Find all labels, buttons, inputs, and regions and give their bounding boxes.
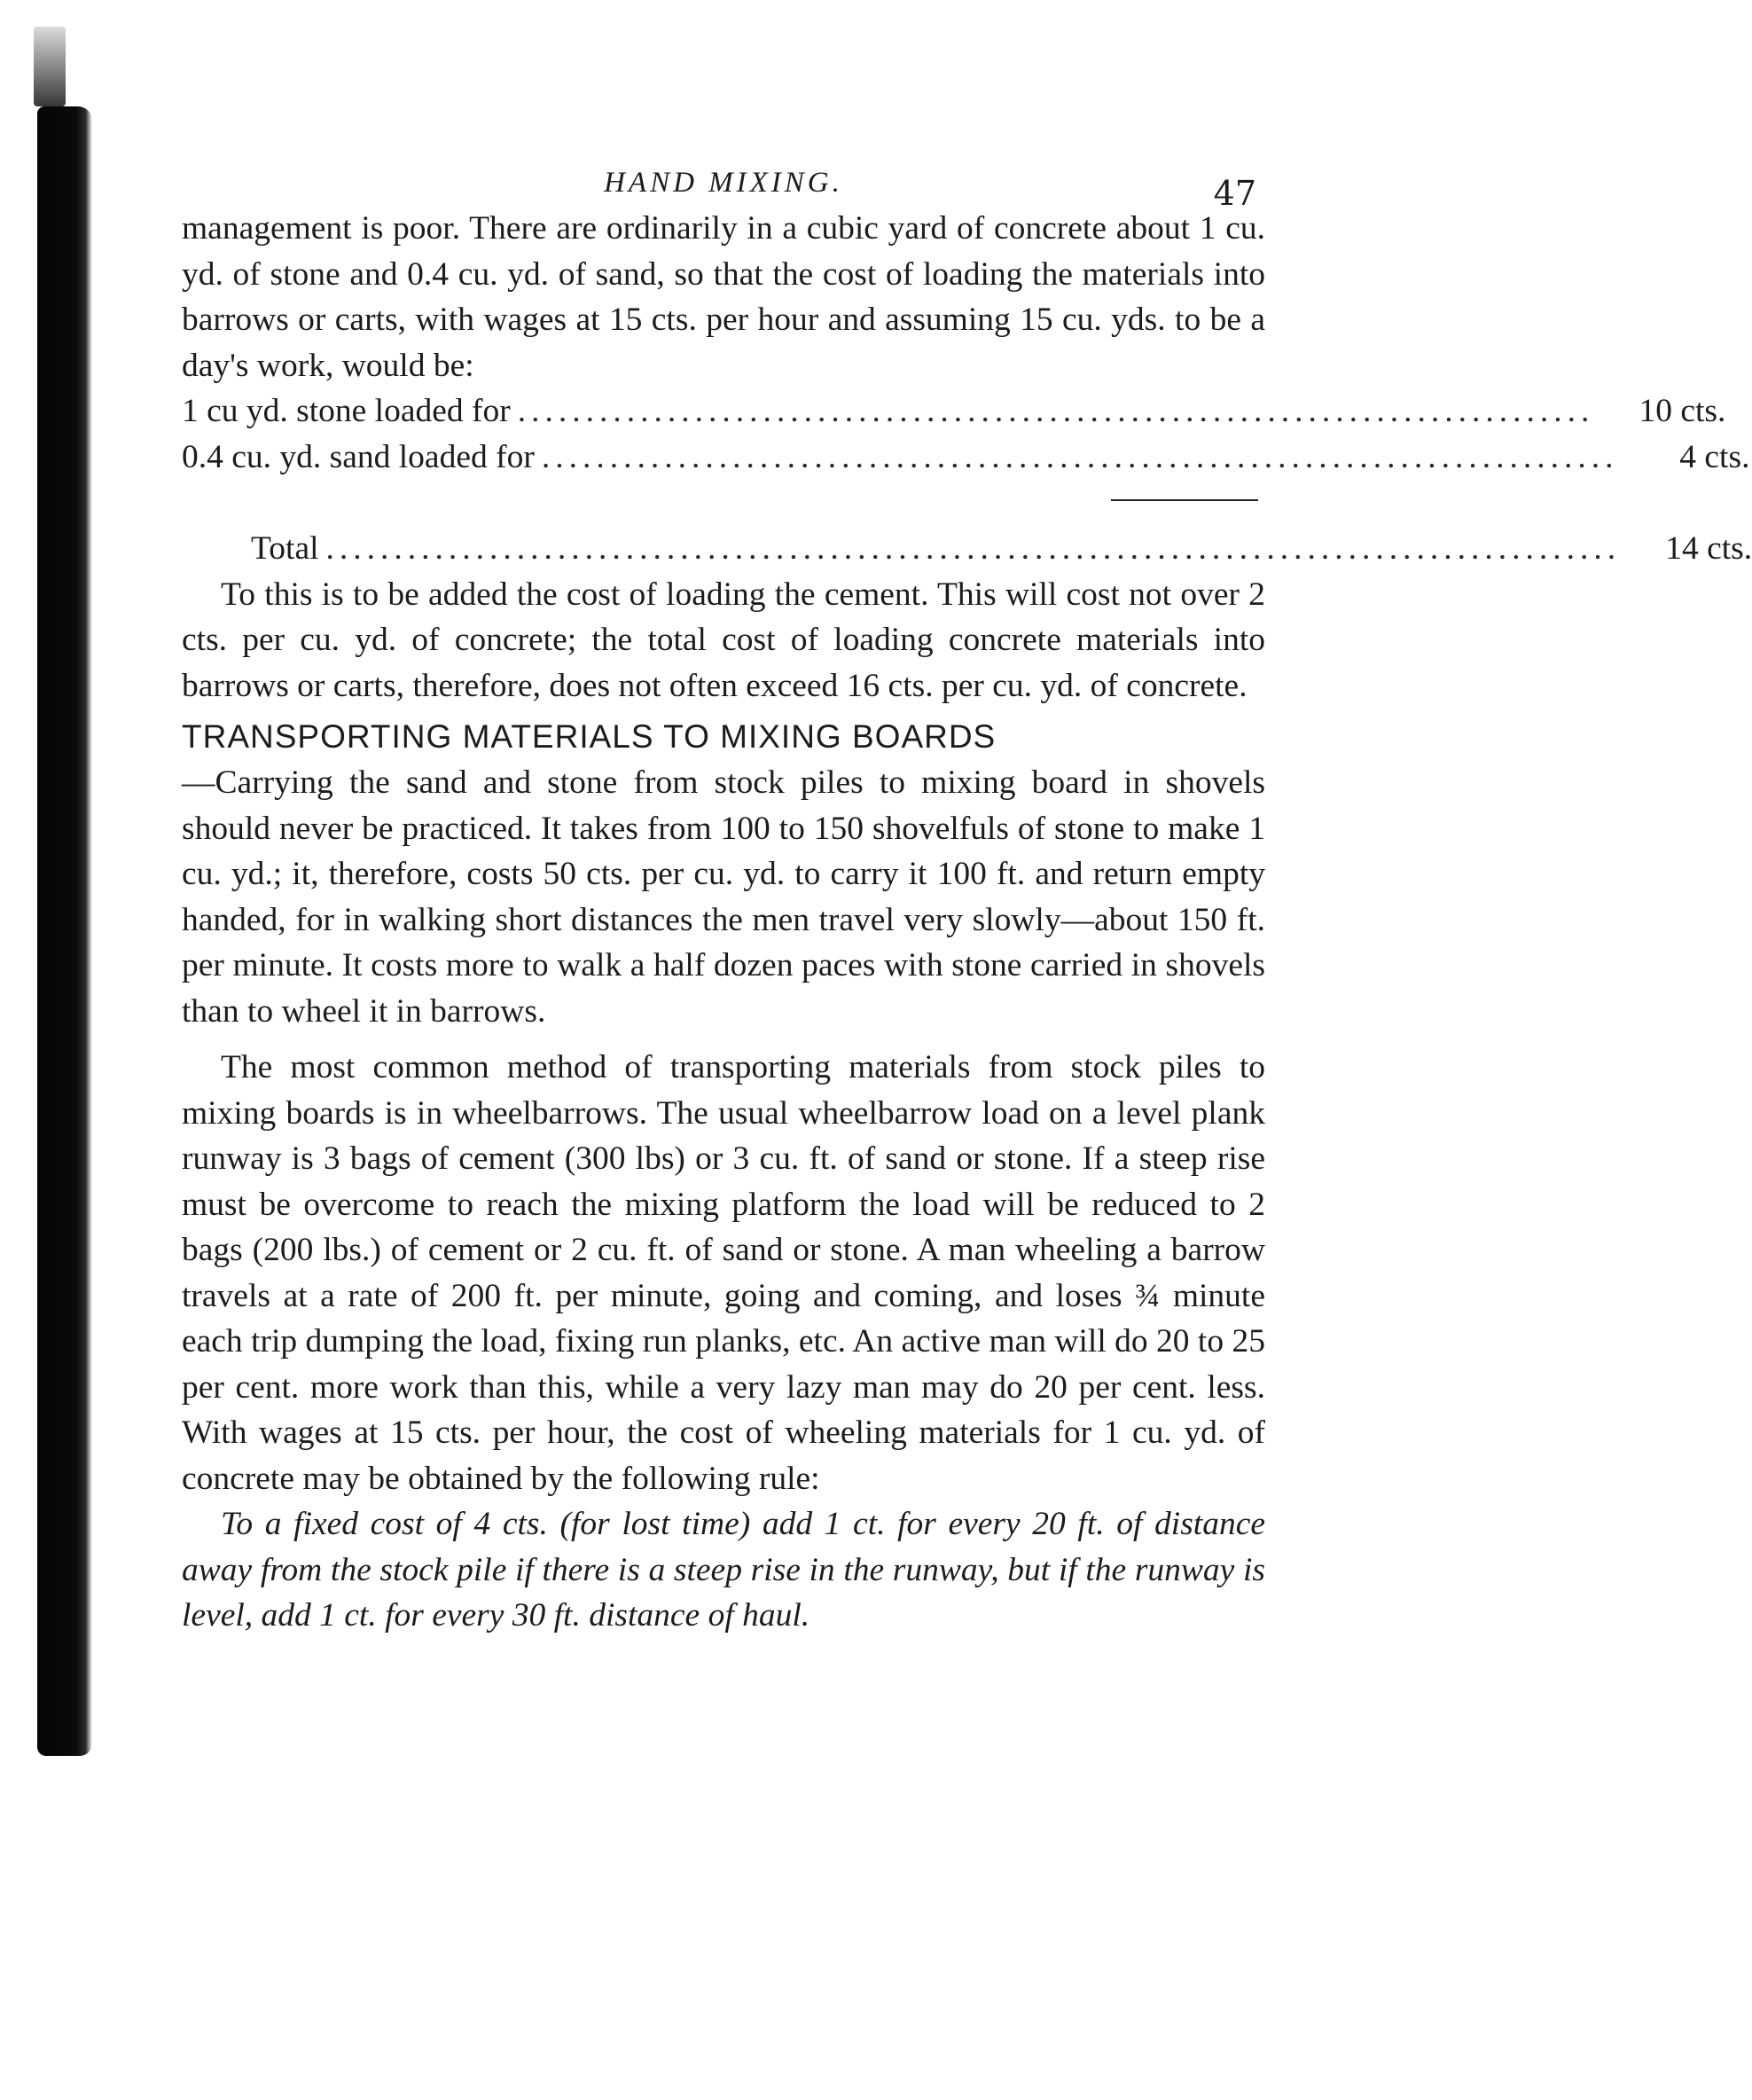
book-page xyxy=(182,142,1752,1639)
total-label: Total xyxy=(251,530,319,567)
cost-row-sand xyxy=(182,435,1750,481)
page-number: 47 xyxy=(1213,174,1256,213)
total-amount: 14 cts. xyxy=(1665,530,1752,567)
paragraph-gap xyxy=(182,1034,1265,1045)
cost-row-amount: 4 cts. xyxy=(1679,438,1750,475)
section-heading: TRANSPORTING MATERIALS TO MIXING BOARDS xyxy=(182,718,997,755)
running-head xyxy=(182,142,1265,213)
running-title: HAND MIXING. xyxy=(604,167,843,199)
cost-row-total xyxy=(182,526,1752,572)
cost-row-label: 0.4 cu. yd. sand loaded for xyxy=(182,438,535,475)
scan-shadow-top xyxy=(34,27,66,106)
rule-paragraph: To a fixed cost of 4 cts. (for lost time) add 1 ct. for every 20 ft. of distance away from the stock pile if there is a steep rise in the runway, but if the runway is level, add 1 ct. for every 30 ft. distance of haul. xyxy=(182,1506,1265,1634)
cost-row-stone xyxy=(182,388,1726,435)
dot-leader: ............................................................................... xyxy=(517,393,1595,429)
cost-row-amount: 10 cts. xyxy=(1639,393,1726,429)
dot-leader: ............................................................................... xyxy=(541,438,1619,475)
intro-paragraph: management is poor. There are ordinarily in a cubic yard of concrete about 1 cu. yd. of stone and 0.4 cu. yd. of sand, so that the cost of loading the materials into barrows or carts, with wages at 15 cts. per hour and assuming 15 cu. yds. to be a day's work, would be: xyxy=(182,210,1265,384)
cost-table xyxy=(182,388,1752,572)
scan-binding-shadow xyxy=(37,106,92,1756)
wheelbarrow-paragraph: The most common method of transporting materials from stock piles to mixing boards is in wheelbarrows. The usual wheelbarrow load on a level plank runway is 3 bags of cement (300 lbs) or 3 cu. ft. of sand or stone. If a steep rise must be overcome to reach the mixing platform the load will be reduced to 2 bags (200 lbs.) of cement or 2 cu. ft. of sand or stone. A man wheeling a barrow travels at a rate of 200 ft. per minute, going and coming, and loses ¾ minute each trip dumping the load, fixing run planks, etc. An active man will do 20 to 25 per cent. more work than this, while a very lazy man may do 20 per cent. less. With wages at 15 cts. per hour, the cost of wheeling materials for 1 cu. yd. of concrete may be obtained by the following rule: xyxy=(182,1049,1265,1497)
cement-paragraph: To this is to be added the cost of loading the cement. This will cost not over 2 cts. per cu. yd. of concrete; the total cost of loading concrete materials into barrows or carts, therefore, does not often exceed 16 cts. per cu. yd. of concrete. xyxy=(182,576,1265,704)
dot-leader: ............................................................................................... xyxy=(325,530,1622,567)
section-paragraph: —Carrying the sand and stone from stock piles to mixing board in shovels should never be practiced. It takes from 100 to 150 shovelfuls of stone to make 1 cu. yd.; it, therefore, costs 50 cts. per cu. yd. to carry it 100 ft. and return empty handed, for in walking short distances the men travel very slowly—about 150 ft. per minute. It costs more to walk a half dozen paces with stone carried in shovels than to wheel it in barrows. xyxy=(182,764,1265,1030)
sum-rule xyxy=(182,480,1265,526)
cost-row-label: 1 cu yd. stone loaded for xyxy=(182,393,511,429)
